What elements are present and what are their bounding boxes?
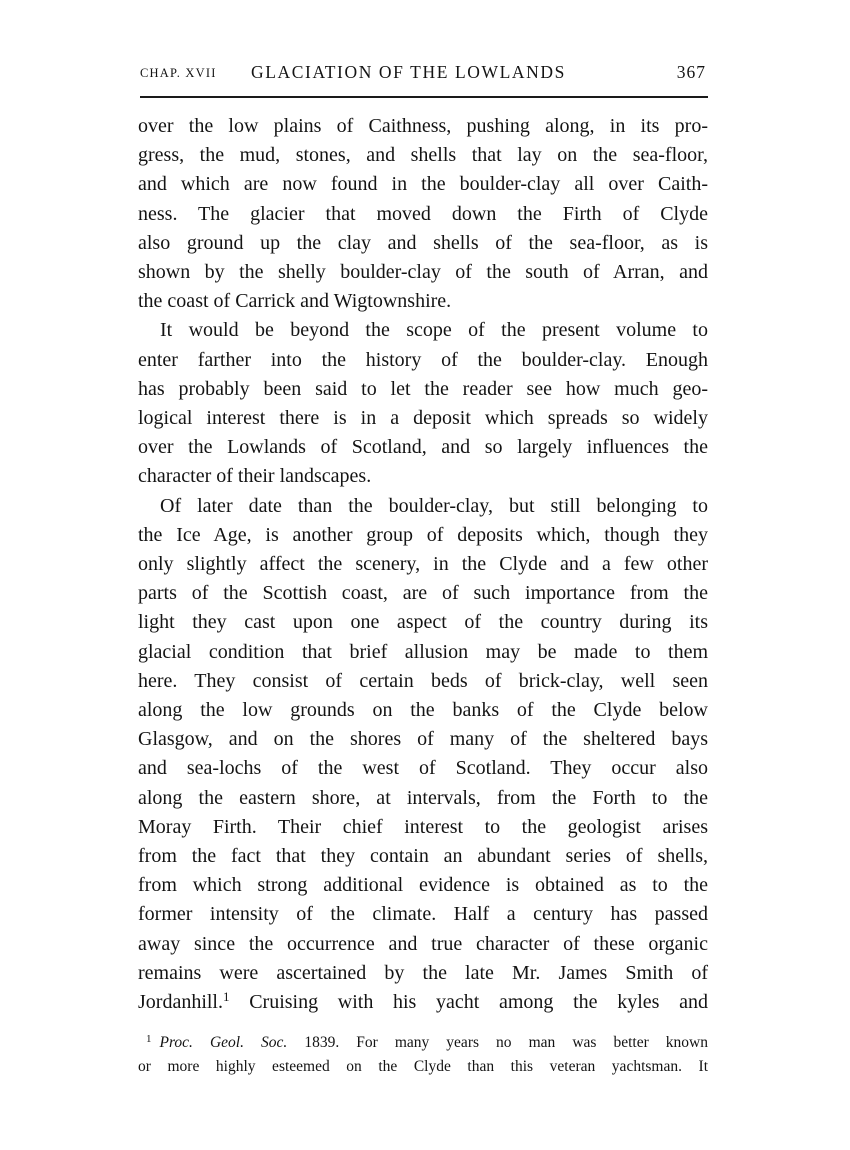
text-line: remains were ascertained by the late Mr. James Smith of — [138, 961, 708, 984]
text-line: Glasgow, and on the shores of many of the sheltered bays — [138, 728, 708, 751]
footnote-line: or more highly esteemed on the Clyde than this veteran yachtsman. It — [138, 1058, 708, 1075]
text-line: enter farther into the history of the boulder-clay. Enough — [138, 348, 708, 371]
text-line: light they cast upon one aspect of the country during its — [138, 611, 708, 634]
text-line: has probably been said to let the reader see how much geo- — [138, 377, 708, 400]
chapter-label: CHAP. XVII — [140, 66, 217, 80]
footnote-line — [138, 1031, 708, 1055]
footnote-citation: Proc. Geol. Soc. — [159, 1034, 288, 1051]
footnote — [138, 1031, 708, 1079]
text-line: the coast of Carrick and Wigtownshire. — [138, 290, 452, 313]
text-line: parts of the Scottish coast, are of such importance from the — [138, 582, 708, 605]
text-line: away since the occurrence and true character of these organic — [138, 932, 708, 955]
text-line: over the low plains of Caithness, pushing along, in its pro- — [138, 115, 708, 137]
text-line: ness. The glacier that moved down the Firth of Clyde — [138, 202, 708, 225]
paragraph-start-line: It would be beyond the scope of the present volume to — [160, 319, 708, 342]
text-line: former intensity of the climate. Half a century has passed — [138, 903, 708, 926]
header-rule — [140, 96, 708, 98]
text-line: the Ice Age, is another group of deposits which, though they — [138, 523, 708, 546]
text-line: shown by the shelly boulder-clay of the south of Arran, and — [138, 261, 708, 284]
text-segment: Jordanhill. — [138, 991, 223, 1014]
footnote-mark: 1 — [146, 1033, 152, 1045]
text-line: here. They consist of certain beds of brick-clay, well seen — [138, 669, 708, 692]
footnote-text: For many years no man was better known — [356, 1034, 708, 1051]
text-line: along the low grounds on the banks of the Clyde below — [138, 699, 708, 722]
body-text — [138, 112, 708, 1017]
text-line: only slightly affect the scenery, in the Clyde and a few other — [138, 553, 708, 576]
text-line: also ground up the clay and shells of the sea-floor, as is — [138, 231, 708, 254]
text-line: character of their landscapes. — [138, 465, 372, 488]
text-line: glacial condition that brief allusion may be made to them — [138, 640, 708, 663]
text-line: and sea-lochs of the west of Scotland. They occur also — [138, 757, 708, 780]
paragraph-start-line: Of later date than the boulder-clay, but still belonging to — [160, 494, 708, 517]
chapter-title: GLACIATION OF THE LOWLANDS — [251, 62, 566, 82]
text-line: over the Lowlands of Scotland, and so largely influences the — [138, 436, 708, 459]
text-line — [138, 988, 708, 1017]
text-line: logical interest there is in a deposit which spreads so widely — [138, 407, 708, 430]
footnote-reference[interactable]: 1 — [223, 989, 230, 1005]
running-head — [138, 62, 708, 86]
page-number: 367 — [676, 62, 706, 82]
text-line: from which strong additional evidence is obtained as to the — [138, 874, 708, 897]
text-line: and which are now found in the boulder-clay all over Caith- — [138, 173, 708, 196]
text-segment: Cruising with his yacht among the kyles and — [249, 991, 708, 1014]
text-line: along the eastern shore, at intervals, from the Forth to the — [138, 786, 708, 809]
text-line: gress, the mud, stones, and shells that lay on the sea-floor, — [138, 144, 708, 167]
footnote-year: 1839. — [304, 1034, 340, 1051]
text-line: Moray Firth. Their chief interest to the geologist arises — [138, 815, 708, 838]
text-line: from the fact that they contain an abundant series of shells, — [138, 845, 708, 868]
